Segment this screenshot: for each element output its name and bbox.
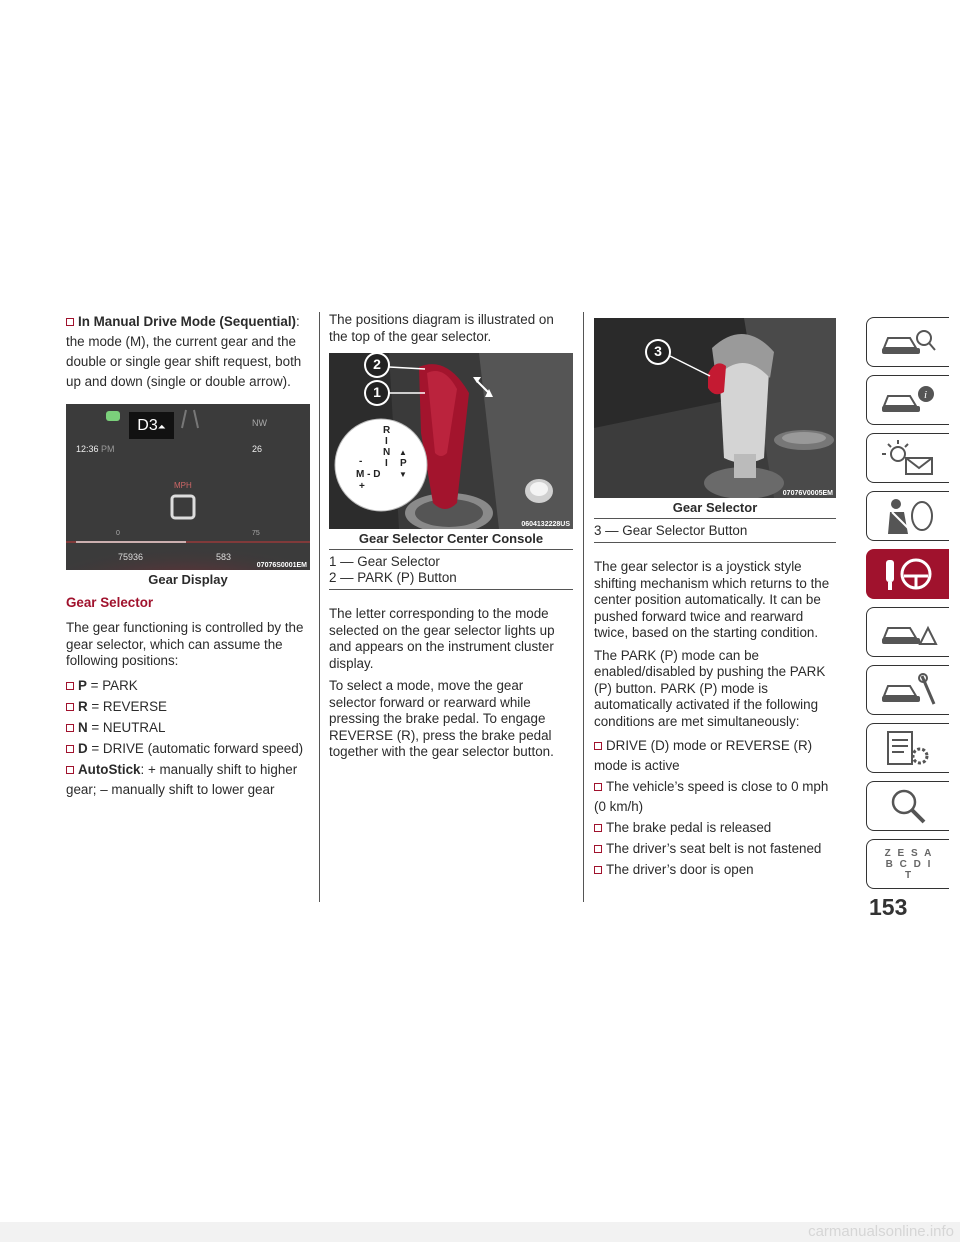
tab-emergency[interactable] [866,607,949,657]
compass-heading: NW [252,418,267,428]
condition-item [594,818,836,838]
callout-3: 3 [654,343,662,359]
joystick-text: The gear selector is a joystick style shifting mechanism which returns to the center position automatically. It can be pushed forward twice and rearward twice, based on the starting condition. [594,559,830,640]
search-index-icon [878,786,938,826]
upshift-double-arrow-icon: ⏶ [157,422,166,433]
key-3: 3 — Gear Selector Button [594,523,836,543]
checkbox-bullet-icon [66,703,74,711]
position-text: = DRIVE (automatic forward speed) [87,740,304,756]
tab-search[interactable] [866,781,949,831]
emergency-car-icon [878,614,938,650]
figure-code: 07076V0005EM [782,490,833,497]
position-text: = PARK [86,677,138,693]
position-key: P [78,677,87,693]
position-text: = NEUTRAL [87,719,166,735]
watermark-footer: carmanualsonline.info [0,1222,960,1242]
fuel-range: 583 [216,552,232,562]
diagram-minus: - [359,456,363,467]
console-caption: Gear Selector Center Console [329,531,573,550]
position-text: = REVERSE [87,698,167,714]
position-text: : + manually shift to higher gear; – manually shift to lower gear [66,761,298,797]
outside-temperature: 26 [252,444,263,454]
position-key: R [78,698,88,714]
scale-max: 75 [252,530,260,537]
diagram-plus: + [359,481,365,492]
position-key: D [78,740,88,756]
checkbox-bullet-icon [66,745,74,753]
park-down-arrow-icon: ▼ [399,470,407,479]
position-diagram [339,425,423,505]
condition-item [594,777,836,817]
condition-text: The driver’s seat belt is not fastened [606,841,822,856]
page-number: 153 [869,894,908,920]
checkbox-bullet-icon [594,824,602,832]
diagram-p: P [400,458,407,469]
callout-2: 2 [373,356,381,372]
key-2: 2 — PARK (P) Button [329,570,573,590]
key-1: 1 — Gear Selector [329,554,440,569]
position-item-autostick [66,760,310,800]
position-key: AutoStick [78,761,141,777]
scale-min: 0 [116,530,120,537]
clock [76,444,115,454]
select-mode-text: To select a mode, move the gear selector forward or rearward while pressing the brake pedal. To engage REVERSE (R), press the brake pedal together with the gear selector button. [329,678,554,759]
warning-lights-icon [878,438,938,478]
tab-service[interactable] [866,665,949,715]
gear-selector-figure [594,318,836,498]
tab-specifications[interactable] [866,723,949,773]
gear-selector-console-figure [329,353,573,529]
specifications-icon [878,728,938,768]
checkbox-bullet-icon [594,783,602,791]
gear-intro: The gear functioning is controlled by the gear selector, which can assume the following positions: [66,620,304,668]
condition-item [594,736,836,776]
tab-starting-driving[interactable] [866,549,949,599]
car-search-icon [878,324,938,360]
clock-ampm: PM [101,444,115,454]
condition-item [594,860,836,880]
column-divider [319,312,320,902]
tab-car-info[interactable] [866,375,949,425]
column-3 [594,312,836,881]
checkbox-bullet-icon [594,866,602,874]
manual-mode-item: In Manual Drive Mode (Sequential): the mode (M), the current gear and the double or single gear shift request, both up and down (single or double arrow). [66,314,302,389]
column-2 [329,312,573,767]
checkbox-bullet-icon [66,724,74,732]
tab-seatbelt-airbag[interactable] [866,491,949,541]
checkbox-bullet-icon [594,742,602,750]
column-1 [66,312,310,801]
position-item-r [66,697,310,717]
mode-letter-text: The letter corresponding to the mode selected on the gear selector lights up and appears on the instrument cluster display. [329,606,555,671]
tab-warning-lights[interactable] [866,433,949,483]
speed-unit: MPH [174,481,192,490]
park-up-arrow-icon: ▲ [399,448,407,457]
gear-indicator-box [129,412,174,439]
checkbox-bullet-icon [66,318,74,326]
diagram-intro: The positions diagram is illustrated on the top of the gear selector. [329,312,554,344]
position-item-d [66,739,310,759]
car-info-icon [878,382,938,418]
condition-text: The driver’s door is open [606,862,754,877]
manual-mode-text: the mode (M), the current gear and the double or single gear shift request, both up and down (single or double arrow). [66,334,302,389]
figure-code: 07076S0001EM [256,562,307,569]
condition-item [594,839,836,859]
odometer: 75936 [118,552,144,562]
selector-caption: Gear Selector [594,500,836,519]
diagram-i1: I [385,436,388,447]
seatbelt-airbag-icon [878,496,938,536]
checkbox-bullet-icon [594,845,602,853]
tab-index[interactable] [866,839,949,889]
callout-1: 1 [373,384,381,400]
diagram-md: M - D [356,469,381,480]
diagram-n: N [383,447,391,458]
column-divider [583,312,584,902]
gear-indicator: D3 [137,417,158,434]
position-key: N [78,719,88,735]
checkbox-bullet-icon [66,682,74,690]
car-service-icon [878,672,938,708]
position-item-p [66,676,310,696]
gear-display-caption: Gear Display [148,572,228,587]
section-title: Gear Selector [66,595,154,610]
diagram-i2: I [385,458,388,469]
condition-text: DRIVE (D) mode or REVERSE (R) mode is active [594,738,813,773]
park-mode-text: The PARK (P) mode can be enabled/disabled by pushing the PARK (P) button. PARK (P) mode is automatically activated if the following conditions are met simultaneously: [594,647,826,729]
gear-display-figure [66,404,310,570]
figure-code: 0604132228US [521,521,570,528]
alphabet-index-icon: Z E S A B C D I T [884,847,932,881]
checkbox-bullet-icon [66,766,74,774]
clock-time: 12:36 [76,444,99,454]
diagram-r: R [383,425,391,436]
selector-graphic [594,318,836,498]
key-steering-wheel-icon [878,554,938,594]
condition-text: The brake pedal is released [606,820,772,835]
position-item-n [66,718,310,738]
svg-text:i: i [924,389,928,401]
condition-text: The vehicle’s speed is close to 0 mph (0 km/h) [594,779,829,814]
manual-mode-label: In Manual Drive Mode (Sequential) [78,314,296,329]
tab-car-search[interactable] [866,317,949,367]
